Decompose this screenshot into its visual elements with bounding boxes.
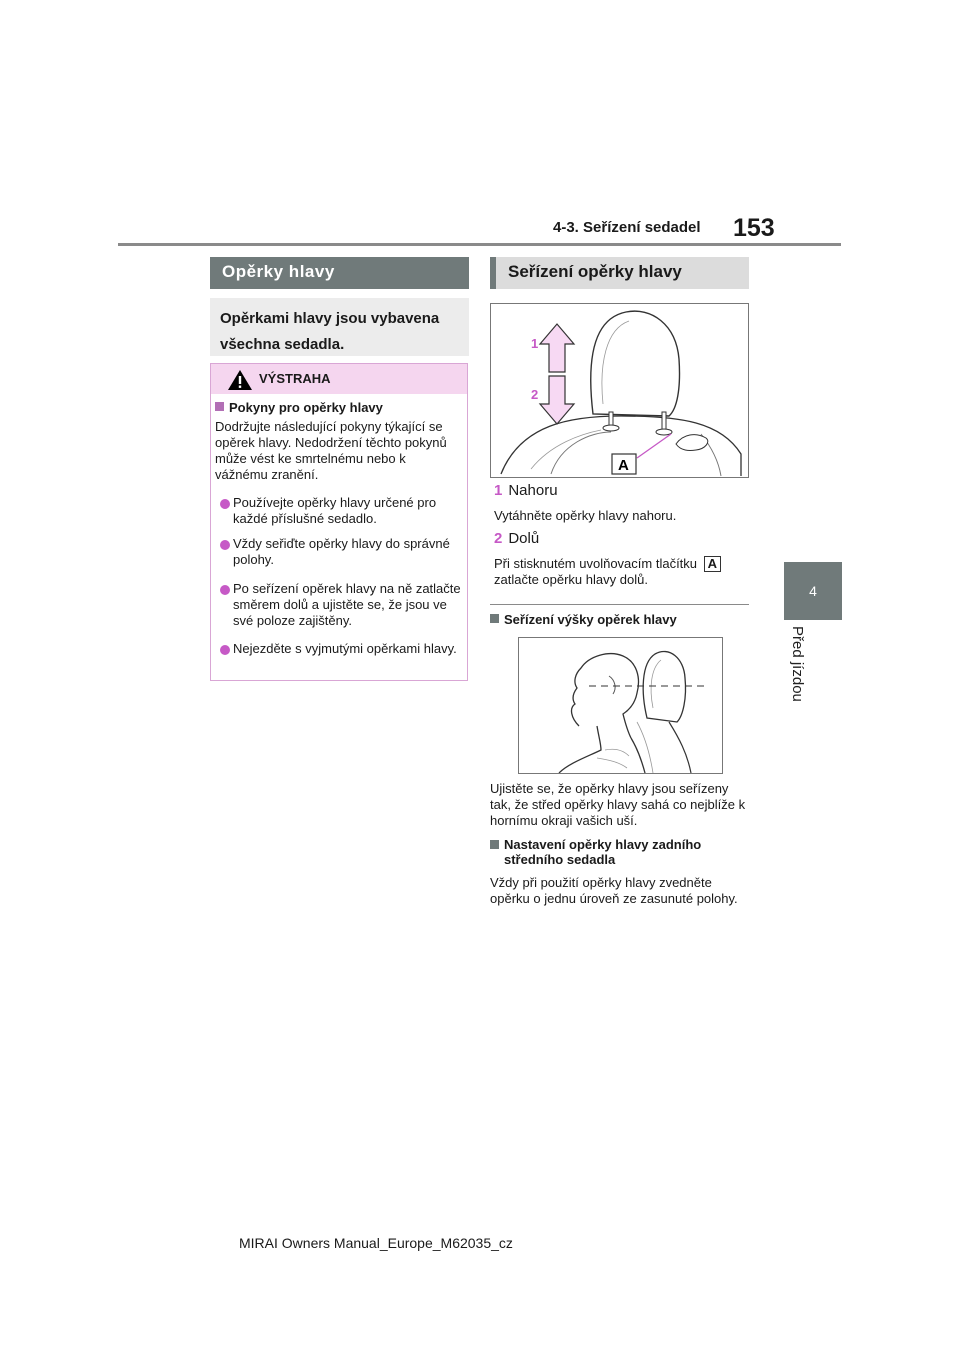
head-profile-illustration xyxy=(519,638,722,773)
square-bullet-icon xyxy=(215,402,224,411)
arrow-label-1: 1 xyxy=(531,336,539,351)
warning-subheading: Pokyny pro opěrky hlavy xyxy=(215,399,465,417)
divider xyxy=(490,604,749,605)
callout-a-inline: A xyxy=(704,556,721,572)
headrests-heading: Opěrky hlavy xyxy=(210,257,469,289)
square-bullet-icon xyxy=(490,840,499,849)
warning-bullet: Vždy seřiďte opěrky hlavy do správné polohy. xyxy=(215,536,465,568)
header-rule xyxy=(118,243,841,246)
adjust-heading: Seřízení opěrky hlavy xyxy=(490,257,749,289)
chapter-tab[interactable]: 4 xyxy=(784,562,842,620)
bullet-dot-icon xyxy=(220,645,230,655)
rear-heading: Nastavení opěrky hlavy zadního středního sedadla xyxy=(490,837,749,867)
section-title: 4-3. Seřízení sedadel xyxy=(553,219,701,236)
bullet-dot-icon xyxy=(220,585,230,595)
arrow-label-2: 2 xyxy=(531,387,539,402)
warning-bullet: Po seřízení opěrek hlavy na ně zatlačte směrem dolů a ujistěte se, že jsou ve své poloze zajištěny. xyxy=(215,581,465,629)
step-2-desc: Při stisknutém uvolňovacím tlačítku A zatlačte opěrku hlavy dolů. xyxy=(494,556,749,588)
height-text: Ujistěte se, že opěrky hlavy jsou seřízeny tak, že střed opěrky hlavy sahá co nejblíže k hornímu okraji vašich uší. xyxy=(490,781,746,828)
warning-title: VÝSTRAHA xyxy=(259,371,331,386)
warning-bullet: Používejte opěrky hlavy určené pro každé příslušné sedadlo. xyxy=(215,495,465,527)
step-2: 2 Dolů xyxy=(494,530,540,547)
warning-icon xyxy=(227,369,253,391)
square-bullet-icon xyxy=(490,614,499,623)
step-1: 1 Nahoru xyxy=(494,482,558,499)
chapter-label: Před jízdou xyxy=(789,626,806,702)
bullet-dot-icon xyxy=(220,499,230,509)
head-height-figure xyxy=(518,637,723,774)
bullet-dot-icon xyxy=(220,540,230,550)
warning-box xyxy=(210,363,468,681)
height-heading: Seřízení výšky opěrek hlavy xyxy=(490,611,749,629)
page-number: 153 xyxy=(733,214,775,242)
warning-text: Dodržujte následující pokyny týkající se opěrek hlavy. Nedodržení těchto pokynů může vést ke smrtelnému nebo k vážnému zranění. xyxy=(215,419,447,482)
footer-text: MIRAI Owners Manual_Europe_M62035_cz xyxy=(239,1235,513,1251)
headrest-figure xyxy=(490,303,749,478)
rear-text: Vždy při použití opěrky hlavy zvedněte opěrku o jednu úroveň ze zasunuté polohy. xyxy=(490,875,738,906)
warning-header xyxy=(211,364,467,394)
callout-a: A xyxy=(618,457,629,474)
warning-bullet: Nejezděte s vyjmutými opěrkami hlavy. xyxy=(215,641,465,657)
step-1-desc: Vytáhněte opěrky hlavy nahoru. xyxy=(494,508,677,523)
intro-box: Opěrkami hlavy jsou vybavena všechna sedadla. xyxy=(210,298,469,356)
headrest-illustration xyxy=(491,304,748,477)
